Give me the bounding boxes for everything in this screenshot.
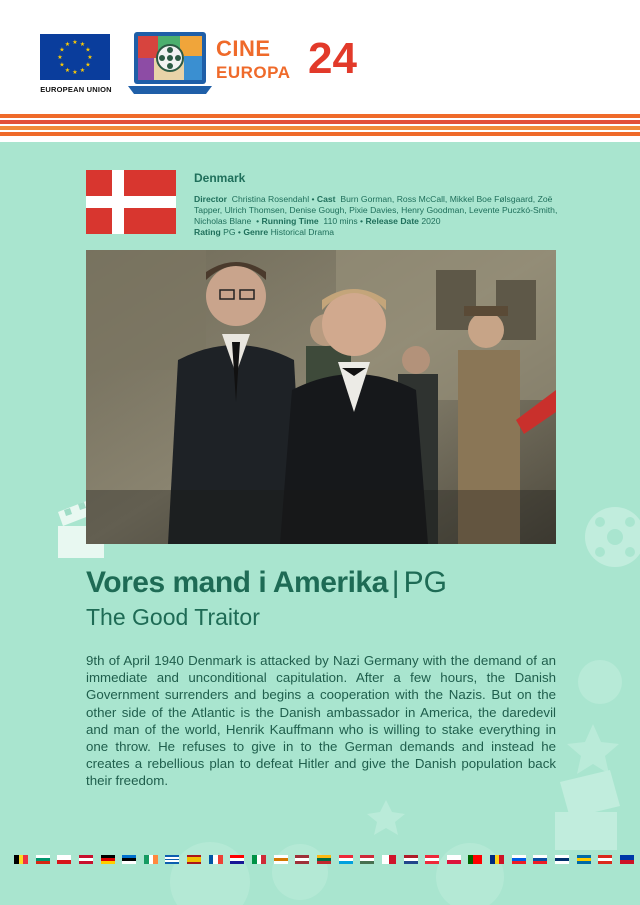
director-value: Christina Rosendahl [231, 194, 310, 204]
director-label: Director [194, 194, 227, 204]
croatia-flag-icon [230, 855, 244, 864]
germany-flag-icon [101, 855, 115, 864]
svg-text:★: ★ [59, 46, 65, 54]
svg-text:★: ★ [59, 61, 65, 69]
film-synopsis: 9th of April 1940 Denmark is attacked by Nazi Germany with the demand of an immediate and unconditional capitulation. After a few hours, the Danish Government surrenders and begins a cooperation with the Nazis. But on the other side of the Atlantic is the Danish ambassador in America, the daredevil and man of the world, Henrik Kauffmann who is willing to stake everything in one throw. He refuses to give in to the German demands and instead he creates a rebellious plan to defeat Hitler and give the Danish population back their freedom. [86, 653, 556, 789]
latvia-flag-icon [295, 855, 309, 864]
hungary-flag-icon [360, 855, 374, 864]
svg-text:★: ★ [64, 41, 71, 48]
svg-text:★: ★ [72, 69, 78, 76]
romania-flag-icon [490, 855, 504, 864]
denmark-flag-icon [86, 170, 176, 234]
svg-text:★: ★ [85, 46, 91, 54]
release-date-label: Release Date [365, 216, 419, 226]
country-name: Denmark [194, 171, 246, 185]
cast-value: Burn Gorman, Ross McCall, Mikkel Boe Følsgaard, Zoë Tapper, Ulrich Thomsen, Denise Gough, Pixie Davies, Henry Goodman, Levente Puczkó-Smith, Nicholas Blane [194, 194, 558, 226]
decorative-stripes [0, 112, 640, 142]
eu-flag-logo [40, 34, 110, 80]
film-title-original: Vores mand i Amerika [86, 566, 388, 599]
genre-label: Genre [243, 227, 269, 237]
release-date-value: 2020 [421, 216, 441, 226]
denmark-flag-icon [79, 855, 93, 864]
film-credits: Director Christina Rosendahl • Cast Burn Gorman, Ross McCall, Mikkel Boe Følsgaard, Zoë Tapper, Ulrich Thomsen, Denise Gough, Pixie Davies, Henry Goodman, Levente Puczkó-Smith, Nicholas Blane • Running Time 110 mins • Release Date 2020 Rating PG • Genre Historical Drama [194, 194, 558, 237]
philippines-flag-icon [620, 855, 634, 864]
sweden-flag-icon [577, 855, 591, 864]
film-still-image [86, 250, 556, 544]
poland-flag-icon [447, 855, 461, 864]
portugal-flag-icon [468, 855, 482, 864]
czech-flag-icon [57, 855, 71, 864]
brand-cine-text: CINE [216, 36, 271, 61]
italy-flag-icon [252, 855, 266, 864]
netherlands-flag-icon [404, 855, 418, 864]
greece-flag-icon [165, 855, 179, 864]
header [0, 0, 640, 112]
france-flag-icon [209, 855, 223, 864]
country-flags-row [14, 855, 634, 865]
svg-text:★: ★ [79, 67, 86, 74]
svg-text:★: ★ [85, 61, 91, 69]
film-title-english: The Good Traitor [86, 604, 260, 630]
lithuania-flag-icon [317, 855, 331, 864]
svg-text:★: ★ [79, 41, 86, 48]
svg-text:★: ★ [87, 54, 93, 61]
genre-value: Historical Drama [270, 227, 335, 237]
malta-flag-icon [382, 855, 396, 864]
cine-europa-laptop-logo [128, 30, 212, 96]
slovenia-flag-icon [512, 855, 526, 864]
slovakia-flag-icon [533, 855, 547, 864]
brand-year-text: 24 [308, 34, 357, 83]
film-title-line [86, 566, 447, 600]
brand-europa-text: EUROPA [216, 63, 291, 82]
title-separator: | [391, 566, 400, 599]
svg-text:★: ★ [64, 67, 71, 74]
luxembourg-flag-icon [339, 855, 353, 864]
running-time-value: 110 mins [323, 216, 358, 226]
film-title-rating: PG [403, 566, 447, 599]
svg-text:★: ★ [57, 54, 63, 61]
switzerland-flag-icon [598, 855, 612, 864]
spain-flag-icon [187, 855, 201, 864]
ireland-flag-icon [144, 855, 158, 864]
svg-text:★: ★ [72, 39, 78, 46]
estonia-flag-icon [122, 855, 136, 864]
cyprus-flag-icon [274, 855, 288, 864]
cast-label: Cast [316, 194, 336, 204]
film-panel [0, 142, 640, 905]
eu-label: EUROPEAN UNION [40, 85, 112, 94]
finland-flag-icon [555, 855, 569, 864]
belgium-flag-icon [14, 855, 28, 864]
austria-flag-icon [425, 855, 439, 864]
rating-value: PG [223, 227, 236, 237]
running-time-label: Running Time [261, 216, 319, 226]
bulgaria-flag-icon [36, 855, 50, 864]
rating-label: Rating [194, 227, 221, 237]
